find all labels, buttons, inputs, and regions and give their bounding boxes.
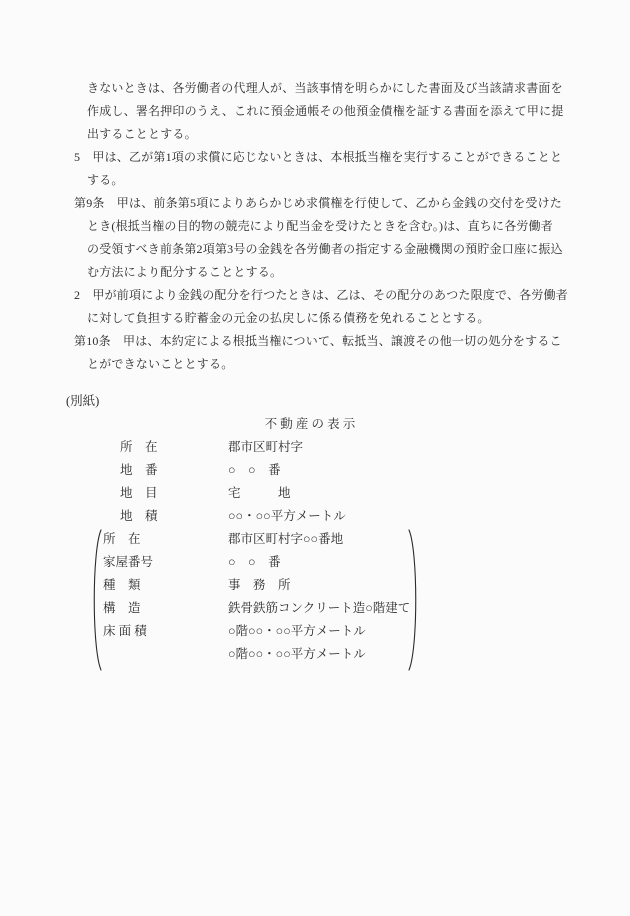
property-row <box>103 643 410 666</box>
property-row-value: ○階○○・○○平方メートル <box>228 624 366 638</box>
property-row-label: 所 在 <box>120 440 158 454</box>
contract-body-line: 第10条 甲は、本約定による根抵当権について、転抵当、譲渡その他一切の処分をするこ <box>74 334 562 348</box>
property-row-label: 地 積 <box>120 509 158 523</box>
property-row-label: 地 目 <box>120 486 158 500</box>
contract-body-line: の受領すべき前条第2項第3号の金銭を各労働者の指定する金融機関の預貯金口座に振込 <box>87 242 563 256</box>
contract-body-line: する。 <box>87 173 124 187</box>
property-row <box>103 528 410 551</box>
building-description-block <box>103 528 410 666</box>
property-row-label: 家屋番号 <box>103 555 154 569</box>
property-row-value: ○階○○・○○平方メートル <box>228 647 366 661</box>
contract-body-line: 2 甲が前項により金銭の配分を行つたときは、乙は、その配分のあつた限度で、各労働者 <box>74 288 568 302</box>
property-row-label: 構 造 <box>103 601 141 615</box>
contract-body-line: とき(根抵当権の目的物の競売により配当金を受けたときを含む。)は、直ちに各労働者 <box>87 219 553 233</box>
appendix-label: (別紙) <box>66 394 100 408</box>
property-row-label: 種 類 <box>103 578 141 592</box>
property-row <box>120 459 346 482</box>
property-description-heading: 不 動 産 の 表 示 <box>264 417 356 431</box>
property-row <box>103 597 410 620</box>
property-row-value: 郡市区町村字○○番地 <box>228 532 344 546</box>
property-row-value: 宅 地 <box>228 486 291 500</box>
property-row <box>103 574 410 597</box>
property-row <box>120 436 346 459</box>
contract-body-line: 作成し、署名押印のうえ、これに預金通帳その他預金債権を証する書面を添えて甲に提 <box>87 104 564 118</box>
property-row <box>103 551 410 574</box>
contract-body-line: む方法により配分することとする。 <box>87 265 283 279</box>
property-row-value: ○○・○○平方メートル <box>228 509 346 523</box>
contract-body-line: 5 甲は、乙が第1項の求償に応じないときは、本根抵当権を実行することができることと <box>74 150 563 164</box>
property-row-label: 地 番 <box>120 463 158 477</box>
contract-body-line: 出することとする。 <box>87 127 197 141</box>
contract-body-line: に対して負担する貯蓄金の元金の払戻しに係る債務を免れることとする。 <box>87 311 490 325</box>
property-row <box>120 482 346 505</box>
contract-body <box>74 77 574 376</box>
property-row-label: 床 面 積 <box>103 624 147 638</box>
property-row <box>103 620 410 643</box>
property-row-value: 鉄骨鉄筋コンクリート造○階建て <box>228 601 411 615</box>
land-description-block <box>120 436 346 528</box>
large-parenthesis-left-icon <box>88 527 104 673</box>
property-row <box>120 505 346 528</box>
large-parenthesis-right-icon <box>406 527 422 673</box>
contract-body-line: きないときは、各労働者の代理人が、当該事情を明らかにした書面及び当該請求書面を <box>87 81 563 95</box>
property-row-label <box>103 643 228 666</box>
contract-body-line: 第9条 甲は、前条第5項によりあらかじめ求償権を行使して、乙から金銭の交付を受けた <box>74 196 562 210</box>
contract-body-line: とができないこととする。 <box>87 357 234 371</box>
property-row-label: 所 在 <box>103 532 141 546</box>
property-row-value: ○ ○ 番 <box>228 463 281 477</box>
property-row-value: 事 務 所 <box>228 578 291 592</box>
property-row-value: 郡市区町村字 <box>228 440 304 454</box>
property-row-value: ○ ○ 番 <box>228 555 281 569</box>
